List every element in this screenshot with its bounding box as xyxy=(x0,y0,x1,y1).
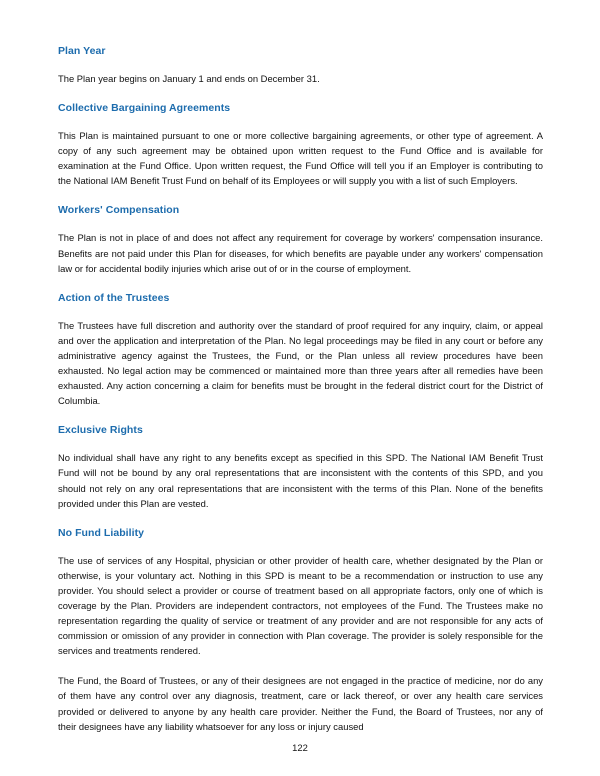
paragraph-plan-year-1: The Plan year begins on January 1 and ends on December 31. xyxy=(58,73,320,84)
section-heading-no-fund-liability: No Fund Liability xyxy=(58,526,145,539)
section-heading-collective-bargaining-agreements: Collective Bargaining Agreements xyxy=(58,102,231,115)
section-heading-exclusive-rights: Exclusive Rights xyxy=(58,424,143,437)
paragraph-exclusive-rights-1: No individual shall have any right to any benefits except as specified in this SPD. The National IAM Benefit Trust Fund will not be bound by any oral representations that are inconsistent with the contents of this SPD, and you should not rely on any oral representations that are inconsistent with the terms of this Plan. None of the benefits provided under this Plan are vested. xyxy=(58,452,543,509)
page-number: 122 xyxy=(292,742,308,753)
paragraph-collective-bargaining-1: This Plan is maintained pursuant to one or more collective bargaining agreements, or other type of agreement. A copy of any such agreement may be obtained upon written request to the Fund Office and is available for examination at the Fund Office. Upon written request, the Fund Office will tell you if an Employer is contributing to the National IAM Benefit Trust Fund on behalf of its Employees or will supply you with a list of such Employers. xyxy=(58,130,543,187)
paragraph-workers-compensation-1: The Plan is not in place of and does not affect any requirement for coverage by workers' compensation insurance. Benefits are not paid under this Plan for diseases, for which benefits are payable under any workers' compensation law or for accidental bodily injuries which arise out of or in the course of employment. xyxy=(58,232,543,274)
paragraph-no-fund-liability-1: The use of services of any Hospital, physician or other provider of health care, whether designated by the Plan or otherwise, is your voluntary act. Nothing in this SPD is meant to be a recommendation or instruction to use any provider. You should select a provider or course of treatment based on all appropriate factors, only one of which is coverage by the Plan. Providers are independent contractors, not employees of the Fund. The Trustees make no representation regarding the quality of service or treatment of any provider and are not responsible for any acts of commission or omission of any provider in connection with Plan coverage. The provider is solely responsible for the services and treatments rendered. xyxy=(58,554,543,657)
spacer xyxy=(58,437,543,450)
spacer xyxy=(58,658,543,673)
section-heading-plan-year: Plan Year xyxy=(58,45,106,57)
spacer xyxy=(58,511,543,526)
spacer xyxy=(58,188,543,203)
paragraph-no-fund-liability-2: The Fund, the Board of Trustees, or any of their designees are not engaged in the practice of medicine, nor do any of them have any control over any diagnosis, treatment, care or lack thereof, or over any health care services provided or delivered to anyone by any health care provider. Neither the Fund, the Board of Trustees, nor any of their designees have any liability whatsoever for any loss or injury caused xyxy=(58,675,543,732)
spacer xyxy=(58,86,543,101)
paragraph-action-of-the-trustees-1: The Trustees have full discretion and authority over the standard of proof required for any inquiry, claim, or appeal and over the application and interpretation of the Plan. No legal proceedings may be filed in any court or before any administrative agency against the Trustees, the Fund, or the Plan unless all review procedures have been exhausted. No legal action may be commenced or maintained more than three years after all remedies have been exhausted. Any action concerning a claim for benefits must be brought in the federal district court for the District of Columbia. xyxy=(58,319,543,407)
spacer xyxy=(58,115,543,128)
spacer xyxy=(58,276,543,291)
spacer xyxy=(58,58,543,71)
spacer xyxy=(58,305,543,318)
page-content xyxy=(58,44,543,734)
spacer xyxy=(58,408,543,423)
spacer xyxy=(58,540,543,553)
spacer xyxy=(58,217,543,230)
section-heading-action-of-the-trustees: Action of the Trustees xyxy=(58,291,170,304)
section-heading-workers-compensation: Workers' Compensation xyxy=(58,204,180,217)
